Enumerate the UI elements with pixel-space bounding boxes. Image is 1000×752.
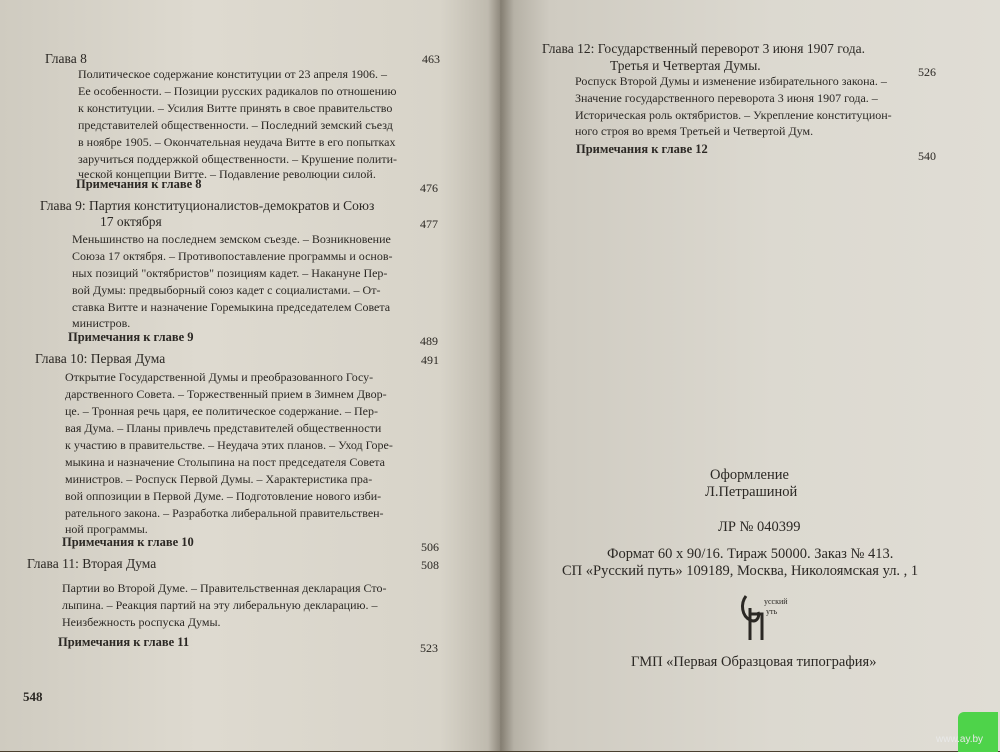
chapter-8-line: представителей общественности. – Последний земский съезд (78, 118, 393, 132)
chapter-11-notes-page: 523 (420, 641, 438, 655)
book-gutter (488, 0, 514, 751)
license-number: ЛР № 040399 (718, 519, 801, 535)
printer-line: ГМП «Первая Образцовая типография» (631, 654, 877, 670)
page-folio: 548 (23, 689, 43, 704)
designer-name: Л.Петрашиной (705, 484, 798, 500)
chapter-8-notes: Примечания к главе 8 (76, 177, 202, 191)
chapter-9-line: министров. (72, 316, 131, 330)
chapter-8-line: к конституции. – Усилия Витте принять в свое правительство (78, 101, 393, 115)
svg-text:уть: уть (766, 607, 778, 616)
chapter-10-notes: Примечания к главе 10 (62, 535, 194, 549)
chapter-8-line: в ноябре 1905. – Окончательная неудача Витте в его попытках (78, 135, 396, 149)
green-sticker (958, 712, 998, 752)
chapter-12-page: 526 (918, 65, 936, 79)
chapter-10-line: мыкина и назначение Столыпина на пост председателя Совета (65, 455, 385, 469)
chapter-10-line: вая Дума. – Планы привлечь представителей общественности (65, 421, 382, 435)
watermark: www.ay.by (936, 734, 984, 745)
chapter-10-line: дарственного Совета. – Торжественный прием в Зимнем Двор- (65, 387, 387, 401)
chapter-12-line: Роспуск Второй Думы и изменение избирательного закона. – (575, 74, 887, 88)
chapter-11-heading: Глава 11: Вторая Дума (27, 556, 157, 571)
chapter-10-line: Открытие Государственной Думы и преобразованного Госу- (65, 370, 374, 384)
chapter-8-notes-page: 476 (420, 181, 438, 195)
left-page (0, 0, 500, 751)
chapter-10-line: вой оппозиции в Первой Думе. – Подготовление нового изби- (65, 489, 382, 503)
chapter-12-line: Значение государственного переворота 3 июня 1907 года. – (575, 91, 878, 105)
chapter-8-line: заручиться поддержкой общественности. – Крушение полити- (78, 152, 397, 166)
chapter-9-line: вой Думы: предвыборный союз кадет с социалистами. – От- (72, 283, 381, 297)
chapter-10-line: це. – Тронная речь царя, ее политическое содержание. – Пер- (65, 404, 378, 418)
chapter-10-line: министров. – Роспуск Первой Думы. – Характеристика пра- (65, 472, 373, 486)
publisher-line: СП «Русский путь» 109189, Москва, Николоямская ул. , 1 (562, 563, 919, 579)
design-label: Оформление (710, 467, 789, 483)
chapter-12-line: ного строя во время Третьей и Четвертой Дум. (575, 124, 814, 138)
chapter-9-heading: Глава 9: Партия конституционалистов-демократов и Союз (40, 198, 375, 213)
chapter-8-line: Политическое содержание конституции от 23 апреля 1906. – (78, 67, 387, 81)
chapter-8-heading: Глава 8 (45, 51, 87, 66)
chapter-12-heading: Глава 12: Государственный переворот 3 июня 1907 года. (542, 41, 866, 56)
chapter-9-notes-page: 489 (420, 334, 438, 348)
format-line: Формат 60 х 90/16. Тираж 50000. Заказ № 413. (607, 546, 894, 562)
chapter-12-line: Историческая роль октябристов. – Укрепление конституцион- (575, 108, 892, 122)
chapter-10-line: рательного закона. – Разработка либеральной правительствен- (65, 506, 384, 520)
chapter-9-line: ставка Витте и назначение Горемыкина председателем Совета (72, 300, 391, 314)
chapter-9-heading-line2: 17 октября (100, 214, 162, 229)
chapter-11-line: Неизбежность роспуска Думы. (62, 615, 221, 629)
svg-text:усский: усский (764, 597, 788, 606)
chapter-10-line: к участию в правительстве. – Неудача этих планов. – Уход Горе- (65, 438, 393, 452)
chapter-12-heading-line2: Третья и Четвертая Думы. (610, 58, 761, 73)
chapter-11-line: Партии во Второй Думе. – Правительственная декларация Сто- (62, 581, 387, 595)
chapter-8-line: Ее особенности. – Позиции русских радикалов по отношению (78, 84, 397, 98)
chapter-10-page: 491 (421, 353, 439, 367)
chapter-9-notes: Примечания к главе 9 (68, 330, 194, 344)
chapter-12-notes: Примечания к главе 12 (576, 142, 708, 156)
chapter-10-line: ной программы. (65, 522, 148, 536)
publisher-logo-icon (738, 590, 788, 642)
chapter-9-line: Меньшинство на последнем земском съезде. – Возникновение (72, 232, 391, 246)
chapter-11-notes: Примечания к главе 11 (58, 635, 190, 649)
chapter-9-line: Союза 17 октября. – Противопоставление программы и основ- (72, 249, 393, 263)
chapter-8-page: 463 (422, 52, 440, 66)
chapter-11-line: лыпина. – Реакция партий на эту либеральную декларацию. – (62, 598, 378, 612)
chapter-8-line: ческой концепции Витте. – Подавление революции силой. (78, 167, 376, 181)
chapter-10-heading: Глава 10: Первая Дума (35, 351, 166, 366)
chapter-10-notes-page: 506 (421, 540, 439, 554)
chapter-9-page: 477 (420, 217, 438, 231)
chapter-9-line: ных позиций "октябристов" позициям кадет. – Накануне Пер- (72, 266, 388, 280)
chapter-11-page: 508 (421, 558, 439, 572)
chapter-12-notes-page: 540 (918, 149, 936, 163)
